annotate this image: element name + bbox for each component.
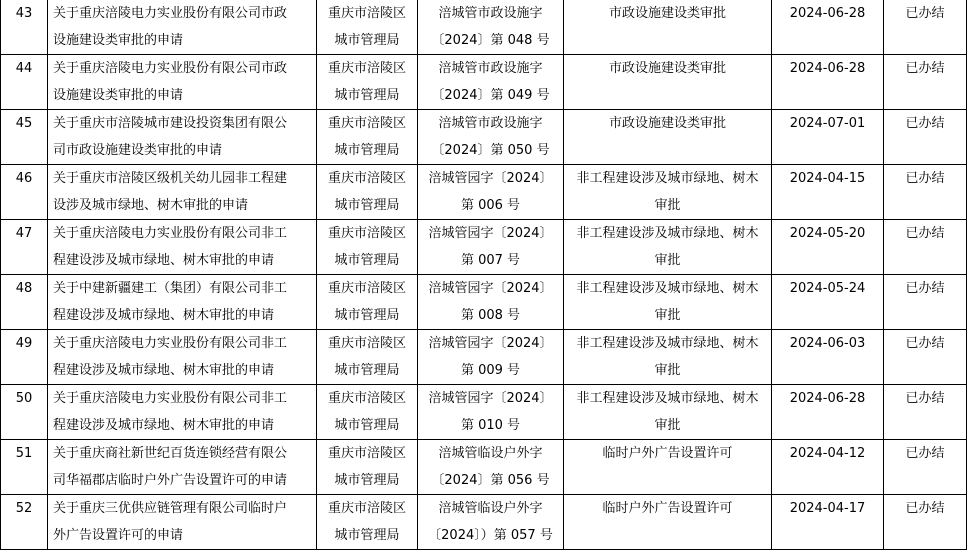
approval-type bbox=[564, 275, 772, 330]
table-row bbox=[1, 495, 967, 550]
doc-1-text: 涪城管市政设施字 bbox=[438, 61, 543, 76]
status-text bbox=[884, 495, 967, 550]
title-1-text: 关于重庆市涪陵城市建设投资集团有限公 bbox=[53, 116, 288, 131]
org-2-text: 城市管理局 bbox=[334, 363, 400, 378]
doc-2-text: 〔2024〕第 050 号 bbox=[431, 143, 550, 158]
table-row bbox=[1, 55, 967, 110]
table-row bbox=[1, 165, 967, 220]
application-title bbox=[48, 220, 317, 275]
doc-1-text: 涪城管园字〔2024〕 bbox=[428, 171, 553, 186]
title-1-text: 关于重庆涪陵电力实业股份有限公司非工 bbox=[53, 226, 288, 241]
document-number bbox=[418, 275, 564, 330]
doc-2-text: 第 010 号 bbox=[460, 418, 521, 433]
type-2-text: 审批 bbox=[654, 308, 681, 323]
title-1-text: 关于重庆涪陵电力实业股份有限公司市政 bbox=[53, 61, 288, 76]
doc-2-text: 第 006 号 bbox=[460, 198, 521, 213]
doc-2-text: 第 008 号 bbox=[460, 308, 521, 323]
row-number bbox=[1, 330, 48, 385]
date-text: 2024-05-20 bbox=[789, 226, 866, 241]
org-2-text: 城市管理局 bbox=[334, 33, 400, 48]
type-1-text: 非工程建设涉及城市绿地、树木 bbox=[576, 336, 759, 351]
type-1-text: 非工程建设涉及城市绿地、树木 bbox=[576, 281, 759, 296]
doc-2-text: 〔2024〕第 056 号 bbox=[431, 473, 550, 488]
approval-type bbox=[564, 385, 772, 440]
application-title bbox=[48, 495, 317, 550]
no-text: 46 bbox=[15, 171, 33, 186]
status-text bbox=[884, 0, 967, 55]
status-text bbox=[884, 220, 967, 275]
issuing-agency bbox=[317, 385, 418, 440]
doc-1-text: 涪城管市政设施字 bbox=[438, 6, 543, 21]
title-1-text: 关于重庆市涪陵区级机关幼儿园非工程建 bbox=[53, 171, 288, 186]
no-text: 51 bbox=[15, 446, 33, 461]
approval-date bbox=[772, 0, 884, 55]
document-number bbox=[418, 495, 564, 550]
title-2-text: 程建设涉及城市绿地、树木审批的申请 bbox=[53, 308, 275, 323]
issuing-agency bbox=[317, 440, 418, 495]
doc-2-text: 第 009 号 bbox=[460, 363, 521, 378]
application-title bbox=[48, 385, 317, 440]
table-row bbox=[1, 330, 967, 385]
doc-2-text: 〔2024〕）第 057 号 bbox=[428, 528, 553, 543]
org-1-text: 重庆市涪陵区 bbox=[327, 281, 406, 296]
type-1-text: 非工程建设涉及城市绿地、树木 bbox=[576, 226, 759, 241]
type-2-text: 审批 bbox=[654, 253, 681, 268]
row-number bbox=[1, 55, 48, 110]
title-2-text: 外广告设置许可的申请 bbox=[53, 528, 184, 543]
type-1-text: 临时户外广告设置许可 bbox=[602, 446, 733, 461]
approval-type bbox=[564, 110, 772, 165]
org-1-text: 重庆市涪陵区 bbox=[327, 446, 406, 461]
no-text: 52 bbox=[15, 501, 33, 516]
type-1-text: 非工程建设涉及城市绿地、树木 bbox=[576, 391, 759, 406]
org-2-text: 城市管理局 bbox=[334, 308, 400, 323]
approval-type bbox=[564, 440, 772, 495]
application-title bbox=[48, 110, 317, 165]
application-title bbox=[48, 165, 317, 220]
row-number bbox=[1, 440, 48, 495]
issuing-agency bbox=[317, 110, 418, 165]
org-2-text: 城市管理局 bbox=[334, 473, 400, 488]
org-1-text: 重庆市涪陵区 bbox=[327, 116, 406, 131]
org-2-text: 城市管理局 bbox=[334, 528, 400, 543]
date-text: 2024-04-15 bbox=[789, 171, 866, 186]
status-text bbox=[884, 330, 967, 385]
no-text: 50 bbox=[15, 391, 33, 406]
org-2-text: 城市管理局 bbox=[334, 88, 400, 103]
title-2-text: 设施建设类审批的申请 bbox=[53, 33, 184, 48]
doc-1-text: 涪城管园字〔2024〕 bbox=[428, 391, 553, 406]
doc-2-text: 第 007 号 bbox=[460, 253, 521, 268]
status-text: 已办结 bbox=[905, 116, 945, 131]
document-number bbox=[418, 220, 564, 275]
no-text: 44 bbox=[15, 61, 33, 76]
row-number bbox=[1, 165, 48, 220]
approval-date bbox=[772, 220, 884, 275]
type-2-text: 审批 bbox=[654, 418, 681, 433]
date-text: 2024-06-03 bbox=[789, 336, 866, 351]
issuing-agency bbox=[317, 495, 418, 550]
doc-1-text: 涪城管临设户外字 bbox=[438, 501, 543, 516]
no-text: 43 bbox=[15, 6, 33, 21]
row-number bbox=[1, 385, 48, 440]
document-number bbox=[418, 330, 564, 385]
document-number bbox=[418, 55, 564, 110]
date-text: 2024-06-28 bbox=[789, 61, 866, 76]
title-1-text: 关于重庆商社新世纪百货连锁经营有限公 bbox=[53, 446, 288, 461]
application-title bbox=[48, 55, 317, 110]
type-1-text: 临时户外广告设置许可 bbox=[602, 501, 733, 516]
application-title bbox=[48, 330, 317, 385]
table-row bbox=[1, 440, 967, 495]
title-2-text: 设涉及城市绿地、树木审批的申请 bbox=[53, 198, 249, 213]
org-1-text: 重庆市涪陵区 bbox=[327, 6, 406, 21]
document-number bbox=[418, 385, 564, 440]
date-text: 2024-06-28 bbox=[789, 391, 866, 406]
table-row bbox=[1, 275, 967, 330]
approval-date bbox=[772, 330, 884, 385]
title-2-text: 程建设涉及城市绿地、树木审批的申请 bbox=[53, 418, 275, 433]
org-2-text: 城市管理局 bbox=[334, 418, 400, 433]
no-text: 48 bbox=[15, 281, 33, 296]
title-1-text: 关于重庆涪陵电力实业股份有限公司市政 bbox=[53, 6, 288, 21]
type-1-text: 市政设施建设类审批 bbox=[608, 6, 726, 21]
org-2-text: 城市管理局 bbox=[334, 143, 400, 158]
title-1-text: 关于重庆涪陵电力实业股份有限公司非工 bbox=[53, 391, 288, 406]
status-text bbox=[884, 165, 967, 220]
document-number bbox=[418, 110, 564, 165]
row-number bbox=[1, 275, 48, 330]
date-text: 2024-05-24 bbox=[789, 281, 866, 296]
status-text: 已办结 bbox=[905, 6, 945, 21]
document-number bbox=[418, 165, 564, 220]
date-text: 2024-07-01 bbox=[789, 116, 866, 131]
title-1-text: 关于中建新疆建工（集团）有限公司非工 bbox=[53, 281, 288, 296]
org-1-text: 重庆市涪陵区 bbox=[327, 226, 406, 241]
approval-date bbox=[772, 110, 884, 165]
issuing-agency bbox=[317, 0, 418, 55]
approval-type bbox=[564, 165, 772, 220]
row-number bbox=[1, 110, 48, 165]
approval-date bbox=[772, 275, 884, 330]
type-1-text: 市政设施建设类审批 bbox=[608, 61, 726, 76]
doc-1-text: 涪城管市政设施字 bbox=[438, 116, 543, 131]
title-1-text: 关于重庆涪陵电力实业股份有限公司非工 bbox=[53, 336, 288, 351]
status-text: 已办结 bbox=[905, 281, 945, 296]
status-text bbox=[884, 110, 967, 165]
status-text: 已办结 bbox=[905, 501, 945, 516]
title-2-text: 程建设涉及城市绿地、树木审批的申请 bbox=[53, 363, 275, 378]
date-text: 2024-06-28 bbox=[789, 6, 866, 21]
type-2-text: 审批 bbox=[654, 198, 681, 213]
type-1-text: 市政设施建设类审批 bbox=[608, 116, 726, 131]
org-1-text: 重庆市涪陵区 bbox=[327, 336, 406, 351]
approval-date bbox=[772, 385, 884, 440]
status-text: 已办结 bbox=[905, 171, 945, 186]
approval-type bbox=[564, 55, 772, 110]
title-2-text: 设施建设类审批的申请 bbox=[53, 88, 184, 103]
status-text: 已办结 bbox=[905, 336, 945, 351]
approval-date bbox=[772, 165, 884, 220]
document-number bbox=[418, 0, 564, 55]
table-row bbox=[1, 110, 967, 165]
issuing-agency bbox=[317, 165, 418, 220]
date-text: 2024-04-12 bbox=[789, 446, 866, 461]
table-row bbox=[1, 220, 967, 275]
doc-1-text: 涪城管园字〔2024〕 bbox=[428, 336, 553, 351]
doc-2-text: 〔2024〕第 048 号 bbox=[431, 33, 550, 48]
doc-1-text: 涪城管临设户外字 bbox=[438, 446, 543, 461]
status-text bbox=[884, 275, 967, 330]
issuing-agency bbox=[317, 330, 418, 385]
approval-date bbox=[772, 440, 884, 495]
doc-1-text: 涪城管园字〔2024〕 bbox=[428, 226, 553, 241]
document-number bbox=[418, 440, 564, 495]
approval-type bbox=[564, 495, 772, 550]
row-number bbox=[1, 495, 48, 550]
doc-1-text: 涪城管园字〔2024〕 bbox=[428, 281, 553, 296]
no-text: 47 bbox=[15, 226, 33, 241]
approval-type bbox=[564, 0, 772, 55]
org-2-text: 城市管理局 bbox=[334, 253, 400, 268]
org-1-text: 重庆市涪陵区 bbox=[327, 501, 406, 516]
application-title bbox=[48, 0, 317, 55]
title-1-text: 关于重庆三优供应链管理有限公司临时户 bbox=[53, 501, 288, 516]
org-2-text: 城市管理局 bbox=[334, 198, 400, 213]
status-text: 已办结 bbox=[905, 446, 945, 461]
org-1-text: 重庆市涪陵区 bbox=[327, 171, 406, 186]
approval-date bbox=[772, 55, 884, 110]
row-number bbox=[1, 0, 48, 55]
issuing-agency bbox=[317, 275, 418, 330]
status-text bbox=[884, 440, 967, 495]
status-text bbox=[884, 55, 967, 110]
application-title bbox=[48, 275, 317, 330]
table-row bbox=[1, 385, 967, 440]
date-text: 2024-04-17 bbox=[789, 501, 866, 516]
approval-date bbox=[772, 495, 884, 550]
title-2-text: 司华福郡店临时户外广告设置许可的申请 bbox=[53, 473, 288, 488]
application-title bbox=[48, 440, 317, 495]
doc-2-text: 〔2024〕第 049 号 bbox=[431, 88, 550, 103]
issuing-agency bbox=[317, 55, 418, 110]
status-text: 已办结 bbox=[905, 226, 945, 241]
issuing-agency bbox=[317, 220, 418, 275]
row-number bbox=[1, 220, 48, 275]
status-text bbox=[884, 385, 967, 440]
table-row bbox=[1, 0, 967, 55]
title-2-text: 程建设涉及城市绿地、树木审批的申请 bbox=[53, 253, 275, 268]
type-1-text: 非工程建设涉及城市绿地、树木 bbox=[576, 171, 759, 186]
type-2-text: 审批 bbox=[654, 363, 681, 378]
title-2-text: 司市政设施建设类审批的申请 bbox=[53, 143, 223, 158]
no-text: 45 bbox=[15, 116, 33, 131]
status-text: 已办结 bbox=[905, 61, 945, 76]
no-text: 49 bbox=[15, 336, 33, 351]
org-1-text: 重庆市涪陵区 bbox=[327, 61, 406, 76]
approval-type bbox=[564, 330, 772, 385]
approval-type bbox=[564, 220, 772, 275]
org-1-text: 重庆市涪陵区 bbox=[327, 391, 406, 406]
status-text: 已办结 bbox=[905, 391, 945, 406]
